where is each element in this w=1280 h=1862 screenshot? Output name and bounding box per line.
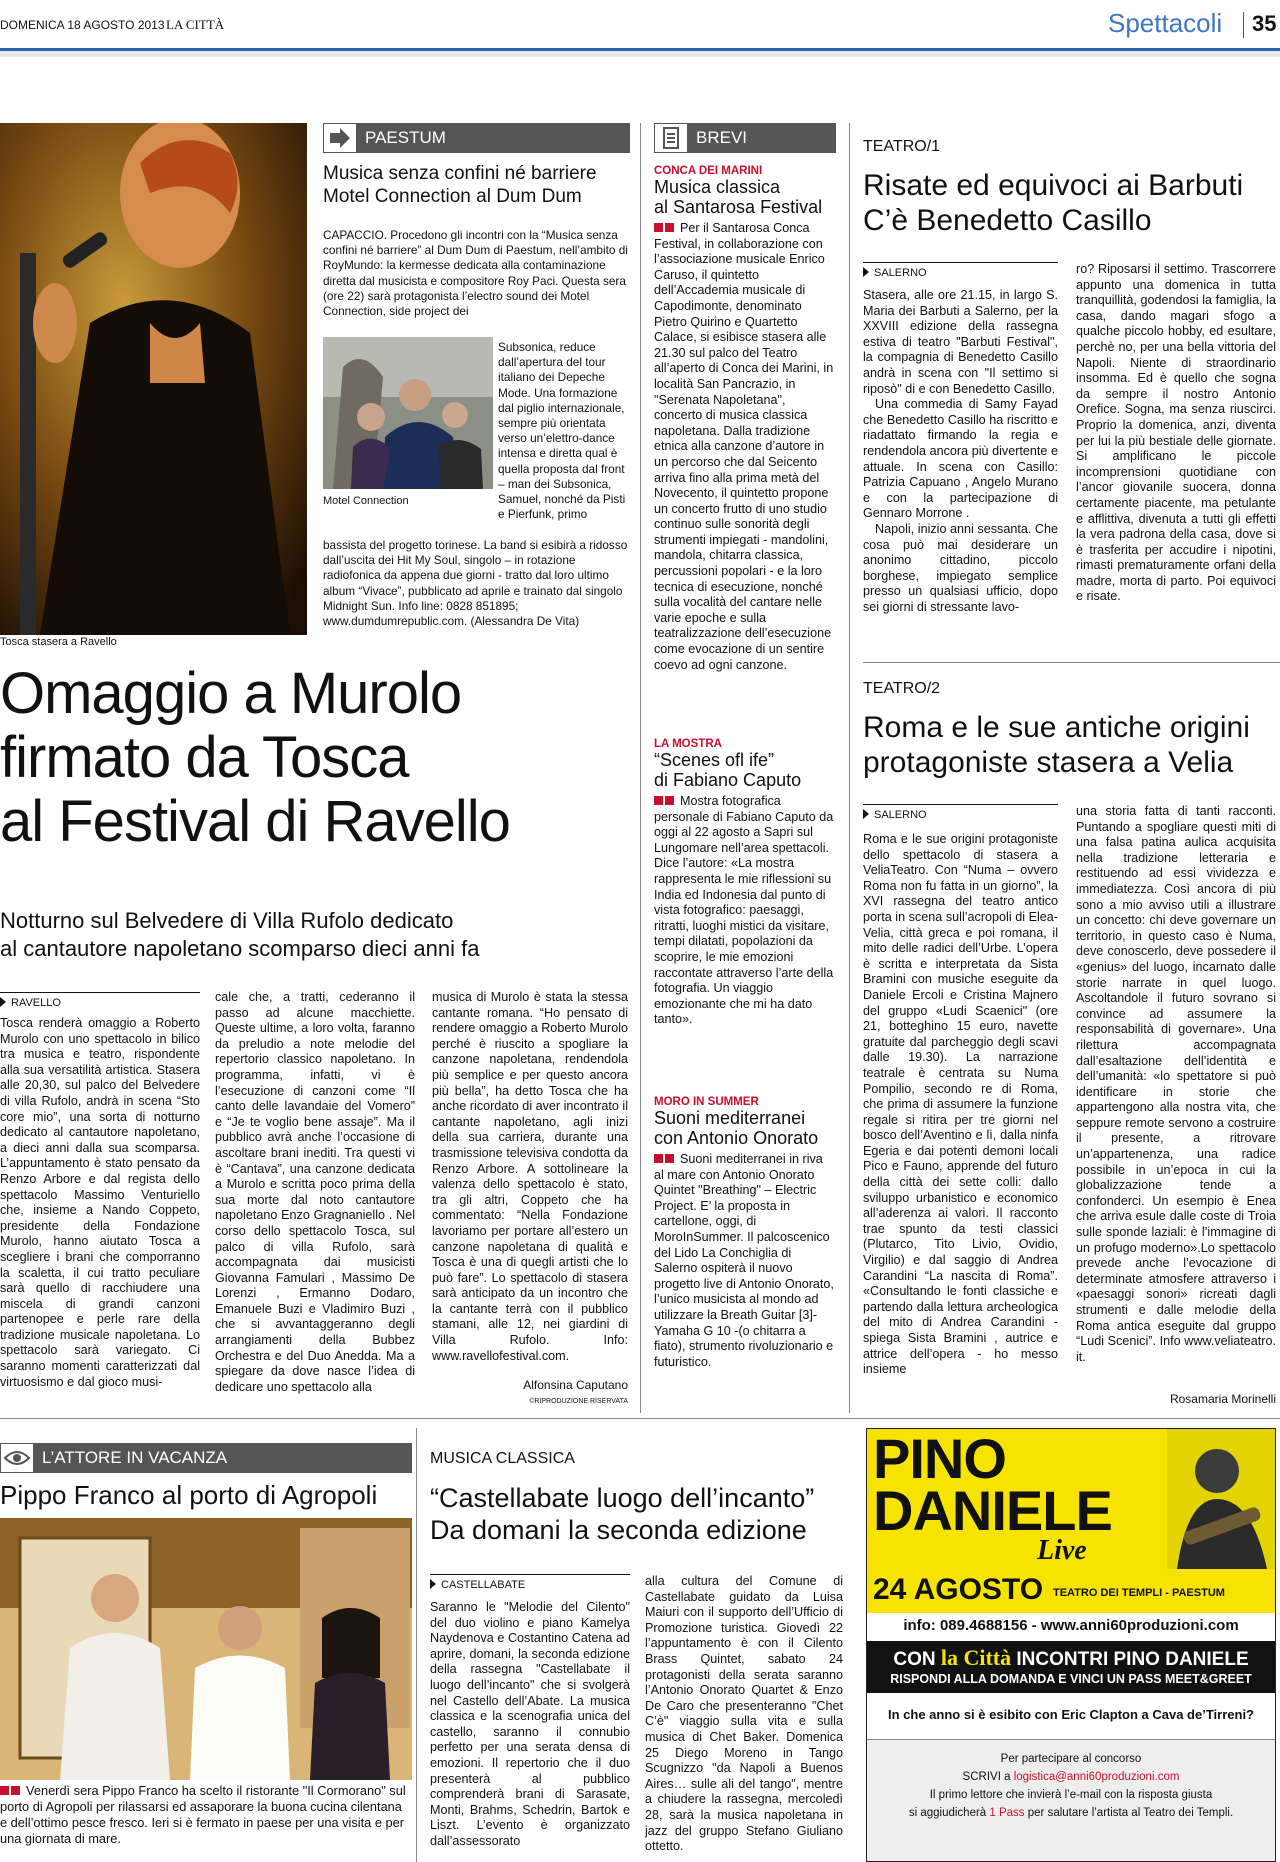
tosca-location-label: RAVELLO	[11, 997, 61, 1009]
tosca-col-3	[432, 990, 628, 1364]
brevi-item-2-kicker: LA MOSTRA	[654, 738, 722, 750]
castellabate-col-2	[645, 1574, 843, 1855]
castellabate-headline	[430, 1482, 870, 1546]
ad-contest-line-1: Per partecipare al concorso	[1000, 1753, 1142, 1765]
paestum-text-bottom: bassista del progetto torinese. La band si esibirà a ridosso dall’uscita dei Hit My Soul, singolo – in rotazione radiofonica da appena due giorni - tratto dal loro ultimo album “Vivace”, pubblicato ad aprile e trainato dal singolo Midnight Sun. Info line: 0828 851895; www.dumdumrepublic.com. (Alessandra De Vita)	[323, 538, 628, 629]
ad-yellow-panel	[867, 1429, 1275, 1613]
tosca-headline-line-2: firmato da Tosca	[0, 725, 409, 790]
castellabate-location	[430, 1574, 630, 1591]
teatro2-author: Rosamaria Morinelli	[1169, 1392, 1276, 1406]
teatro2-col-1	[863, 832, 1058, 1378]
teatro2-kicker: TEATRO/2	[863, 680, 941, 697]
ad-promo-pre: CON	[893, 1649, 936, 1670]
ad-promo-sub: RISPONDI ALLA DOMANDA E VINCI UN PASS MEET&GREET	[890, 1672, 1252, 1686]
brevi-item-2-body	[654, 794, 834, 1028]
castellabate-col-2-text: alla cultura del Comune di Castellabate guidato da Luisa Maiuri con il supporto dell’Ufficio di Promozione turistica. Giovedì 22 l’appuntamento è con il Cilento Brass Quintet, sabato 24 protagonisti della serata saranno l’Antonio Onorato Quartet & Enzo De Caro che presenteranno "Chet C’è" viaggio sulla vita e sulla musica di Chet Baker. Domenica 25 Diego Moreno in Tango Scugnizzo "da Napoli a Buenos Aires… sulle ali del tango", mentre a chiudere la rassegna, mercoledì 28, sarà la musica napoletana in jazz del gruppo Stefano Giuliano ottetto.	[645, 1574, 843, 1854]
ad-promo-brand: la Città	[940, 1645, 1012, 1670]
teatro1-location	[863, 262, 1058, 279]
motel-connection-photo	[323, 337, 493, 489]
castellabate-kicker: MUSICA CLASSICA	[430, 1450, 575, 1467]
brevi-band-label: BREVI	[696, 128, 748, 147]
tosca-headline-line-3: al Festival di Ravello	[0, 789, 510, 854]
tosca-col-1-text: Tosca renderà omaggio a Roberto Murolo con uno spettacolo in bilico tra musica e teatro, rispondente alla sua versatilità artistica. Stasera alle 20,30, sul palco del Belvedere di villa Rufolo, andrà in scena “Sto core mio”, una sorta di notturno dedicato al cantautore napoletano, a dieci anni dalla sua scomparsa. L’appuntamento è stato pensato da Renzo Arbore e dal regista dello spettacolo Massimo Venturiello che, insieme a Nando Coppeto, presidente della Fondazione Murolo, hanno aiutato Tosca a scegliere i brani che comporranno la scaletta, il cui tratto peculiare sarà quello di racchiudere una miscela di grandi canzoni partenopee e perle rare della tradizione musicale napoletana. Lo spettacolo sarà variegato. Ci saranno momenti caratterizzati dal virtuosismo e dal gioco musi-	[0, 1016, 200, 1389]
ad-question: In che anno si è esibito con Eric Clapton a Cava de’Tirreni?	[887, 1707, 1255, 1722]
paestum-text-top: CAPACCIO. Procedono gli incontri con la “Musica senza confini né barriere” al Dum Dum di Paestum, nell’ambito di RoyMundo: la kermesse dedicata alla contaminazione diretta dal musicista e compositore Roy Paci. Questa sera (ore 22) sarà protagonista l’electro sound dei Motel Connection, side project dei	[323, 228, 628, 319]
paestum-band-label: PAESTUM	[365, 128, 446, 147]
teatro2-headline-line-2: protagoniste stasera a Velia	[863, 746, 1234, 779]
brevi-item-1-text: Per il Santarosa Conca Festival, in collaborazione con l’associazione musicale Enrico Caruso, il quintetto dell’Accademia musicale di Capodimonte, denominato Pietro Quirino e Quartetto Calace, si esibisce stasera alle 21.30 sul palco del Teatro all’aperto di Conca dei Marini, in località San Pancrazio, in "Serenata Napoletana", concerto di musica classica napoletana. Dalla tradizione etnica alla canzone d’autore in un percorso che dal Seicento arriva fino alla prima metà del Novecento, il quintetto propone un concerto frutto di uno studio continuo sulle sonorità degli strumenti impiegati - mandolini, mandola, chitarra classica, percussioni popolari - e la loro tecnica di esecuzione, nonché sulla vocalità del cantare nelle varie epoche e sulla teatralizzazione dell’esecuzione come evocazione di un sentire coevo ad ogni canzone.	[654, 221, 834, 672]
page-header	[0, 0, 1280, 50]
tosca-photo	[0, 123, 307, 635]
paestum-headline-line-1: Musica senza confini né barriere	[323, 163, 597, 184]
header-date: DOMENICA 18 AGOSTO 2013	[0, 18, 165, 32]
brevi-item-1-title-1: Musica classica	[654, 177, 781, 197]
franco-photo	[0, 1518, 412, 1780]
brevi-item-3-title-2: con Antonio Onorato	[654, 1128, 819, 1148]
ad-artist-photo	[1167, 1429, 1275, 1569]
ad-contest-line-3: Il primo lettore che invierà l’e-mail con la risposta giusta	[929, 1789, 1213, 1801]
header-page-number: 35	[1252, 11, 1277, 36]
teatro1-headline-line-2: C’è Benedetto Casillo	[863, 204, 1152, 237]
header-section: Spettacoli	[1108, 8, 1223, 38]
brevi-item-3-kicker: MORO IN SUMMER	[654, 1096, 759, 1108]
tosca-author: Alfonsina Caputano	[523, 1378, 628, 1392]
teatro2-headline	[863, 710, 1280, 780]
header-paper: LA CITTÀ	[166, 17, 225, 32]
tosca-headline	[0, 662, 640, 854]
brevi-item-3-text: Suoni mediterranei in riva al mare con Antonio Onorato Quintet "Breathing" – Electric Project. E’ la proposta in cartellone, oggi, di MoroInSummer. Il palcoscenico del Lido La Conchiglia di Salerno ospiterà il nuovo progetto live di Antonio Onorato, l’unico musicista al mondo ad utilizzare la Breath Guitar [3]- Yamaha G 10 -(o chitarra a fiato), strumento rivoluzionario e futuristico.	[654, 1152, 834, 1369]
teatro1-col-1-p3: Napoli, inizio anni sessanta. Che cosa può mai desiderare un anonimo cittadino, piccolo borghese, impiegato semplice presso un qualsiasi ufficio, dopo sei giorni di stressante lavo-	[863, 521, 1058, 614]
tosca-headline-line-1: Omaggio a Murolo	[0, 661, 462, 726]
teatro2-location-label: SALERNO	[874, 809, 927, 821]
ad-contest-box	[867, 1739, 1275, 1862]
brevi-band	[654, 123, 836, 153]
ad-live: Live	[1037, 1535, 1087, 1566]
brevi-item-1-kicker: CONCA DEI MARINI	[654, 165, 763, 177]
tosca-location	[0, 992, 200, 1009]
teatro1-headline	[863, 168, 1280, 238]
ad-contest-pass: 1 Pass	[989, 1807, 1025, 1819]
teatro2-col-2-text: una storia fatta di tanti racconti. Puntando a spogliare questi miti di una falsa patina aulica acquisita nella tradizione letteraria e restituendo ad essi vividezza e immediatezza. Così ancora di più sono a mio avviso utili a illustrare un concetto: chi deve governare un territorio, in questo caso è Numa, deve conoscerlo, deve possedere il «genius» del luogo, incarnato dalle storie narrate in quel luogo. Ascoltandole il futuro sovrano si convince ad assumere la responsabilità di governare». Una rilettura accompagnata dall’esaltazione dell’identità e dell’umanità: «lo spettatore si può identificare in storie che appartengono alla nostra vita, che seppure remote servono a costruire il presente, a ritrovare un’appartenenza, una radice possibile in un’epoca in cui la globalizzazione tende a confonderci. Un esempio è Enea che arriva esule dalle coste di Troia sulle sponde laziali: è l’immagine di un profugo moderno».Lo spettacolo prevede anche l’evocazione di determinate atmosfere attraverso i «paesaggi sonori» ricreati dagli strumenti e dalle melodie della Roma antica eseguite dal gruppo “Ludi Scenici”. Info www.veliateatro. it.	[1076, 804, 1276, 1364]
ad-contest-line-4	[867, 1804, 1275, 1822]
ad-contest-write: SCRIVI a	[962, 1771, 1011, 1783]
teatro2-col-1-text: Roma e le sue origini protagoniste dello spettacolo di stasera a VeliaTeatro. Con “Numa – ovvero Roma non fu fatta in un giorno”, la XVI rassegna del teatro antico porta in scena sull’acropoli di Elea-Velia, città greca e poi romana, il mito delle radici dell’Urbe. L’opera è scritta e interpretata da Sista Bramini con musiche eseguite da Daniele Ercoli e Cristina Majnero del gruppo «Ludi Scaenici" (ore 21, botteghino 15 euro, navette gratuite dal parcheggio degli scavi dalle 19.30). La narrazione teatrale è centrata su Numa Pompilio, secondo re di Roma, che prima di assumere la funzione regale si ritira per tre giorni nel bosco dell’Aventino e lì, dalla ninfa Egeria e dai potenti demoni locali Pico e Fauno, apprende del futuro della città dei sette colli: dallo sviluppo urbanistico e economico all’aderenza ai valori. Il racconto trae spunto da testi classici (Plutarco, Tito Livio, Ovidio, Virgilio) e dal saggio di Andrea Carandini “La nascita di Roma”. «Consultando le fonti classiche e partendo dalla lettura archeologica del mito di Andrea Carandini - spiega Sista Bramini , autrice e attrice dell’opera - ho messo insieme	[863, 832, 1058, 1377]
tosca-subhead	[0, 907, 640, 963]
ad-promo-bar	[867, 1641, 1275, 1693]
ad-contest-greet: per salutare l’artista al Teatro dei Templi.	[1027, 1807, 1234, 1819]
franco-caption-text: Venerdì sera Pippo Franco ha scelto il ristorante "Il Cormorano" sul porto di Agropoli per rilassarsi ed assaporare la buona cucina cilentana e dell’ottimo pesce fresco. Ieri si è fermato in paese per una visita e per una giornata di mare.	[0, 1783, 406, 1846]
ad-date: 24 AGOSTO	[873, 1573, 1044, 1606]
paestum-headline	[323, 162, 630, 208]
teatro1-headline-line-1: Risate ed equivoci ai Barbuti	[863, 169, 1244, 202]
ad-info: info: 089.4688156 - www.anni60produzioni.com	[903, 1617, 1239, 1634]
paestum-text-side: Subsonica, reduce dall’apertura del tour italiano dei Depeche Mode. Una formazione dal piglio internazionale, sempre più orientata verso un’elettro-dance intensa e diretta qual è quella proposta dal front – man dei Subsonica, Samuel, nonché da Pisti e Pierfunk, primo	[498, 340, 626, 522]
teatro1-col-2-text: ro? Riposarsi il settimo. Trascorrere appunto una domenica in tutta tranquillità, godendosi la famiglia, la casa, dando magari sfogo a qualche piccolo hobby, ed esultare, perchè no, per una bella vittoria del Napoli. Niente di straordinario insomma. Ed è quello che sogna da sempre il nostro Antonio Orefice. Sogna, ma senza riuscirci. Proprio la domenica, anzi, diventa per lui la più bestiale delle giornate. Si amplificano le piccole incomprensioni quotidiane con l’ancor giovanile suocera, donna certamente piacente, ma petulante e afflittiva, divenuta a tutti gli effetti la vera padrona della casa, dove si è trasferita per accudire i nipotini, rimasti prematuramente orfani della madre, morta di parto. Poi equivoci e risate.	[1076, 262, 1276, 604]
ad-contest-win: si aggiudicherà	[908, 1807, 987, 1819]
teatro1-col-2	[1076, 262, 1276, 605]
ad-promo-post: INCONTRI PINO DANIELE	[1016, 1649, 1249, 1670]
eye-icon	[0, 1443, 34, 1473]
brevi-item-2-text: Mostra fotografica personale di Fabiano Caputo da oggi al 22 agosto a Sapri sul Lungomare nell’area spettacoli. Dice l’autore: «La mostra rappresenta le mie riflessioni su India ed Indonesia dal punto di vista fotografico: paesaggi, ritratti, luoghi mistici da visitare, tempi dilatati, popolazioni da scoprire, le mie emozioni raccontate attraverso l’arte della fotografia. Un viaggio emozionante che mi ha dato tanto».	[654, 794, 834, 1027]
column-rule-2	[849, 123, 850, 1413]
header-shadow	[0, 51, 1280, 57]
brevi-item-1-title-2: al Santarosa Festival	[654, 197, 823, 217]
brevi-item-3-title-1: Suoni mediterranei	[654, 1108, 806, 1128]
ad-artist-name	[873, 1428, 1112, 1542]
tosca-col-1	[0, 1016, 200, 1390]
ad-promo-line	[867, 1645, 1275, 1671]
ad-artist-name-line-2: DANIELE	[873, 1479, 1112, 1542]
document-icon	[654, 123, 688, 153]
brevi-item-3	[654, 1096, 834, 1370]
franco-caption	[0, 1783, 412, 1847]
franco-band	[0, 1443, 412, 1473]
ad-artist-name-line-1: PINO	[873, 1428, 1006, 1490]
bottom-section-rule	[0, 1418, 1280, 1419]
tosca-rights: ©RIPRODUZIONE RISERVATA	[529, 1398, 628, 1405]
column-rule-1	[640, 123, 641, 1413]
pino-daniele-ad	[866, 1428, 1276, 1862]
brevi-item-2-title-1: “Scenes ofl ife”	[654, 750, 775, 770]
teatro1-location-label: SALERNO	[874, 267, 927, 279]
ad-contest-line-2	[867, 1768, 1275, 1786]
teatro-divider	[863, 662, 1280, 663]
tosca-col-2-text: cale che, a tratti, cederanno il passo ad alcune macchiette. Queste ultime, a loro volta, faranno da preludio a note melodie del repertorio classico napoletano. In programma, infatti, vi è l’esecuzione di canzoni come “Il canto delle lavandaie del Vomero” e “Je te voglio bene assaje”. Ma il pubblico avrà anche l’occasione di ascoltare brani inediti. Tra questi vi è “Cantava”, una canzone dedicata a Murolo e scritta poco prima della sua morte dal noto cantautore napoletano Enzo Gragnaniello . Nel corso dello spettacolo Tosca, sul palco di villa Rufolo, sarà accompagnata dai musicisti Giovanna Famulari , Massimo De Lorenzi , Ermanno Dodaro, Emanuele Buzi e Vladimiro Buzi , che si avvantaggeranno degli arrangiamenti della Bubbez Orchestra e del Duo Anedda. Ma a spiegare da dove nasce l’idea di dedicare uno spettacolo alla	[215, 990, 415, 1394]
teatro1-kicker: TEATRO/1	[863, 138, 941, 155]
teatro2-headline-line-1: Roma e le sue antiche origini	[863, 711, 1250, 744]
teatro1-col-1	[863, 288, 1058, 615]
franco-headline: Pippo Franco al porto di Agropoli	[0, 1480, 378, 1510]
castellabate-location-label: CASTELLABATE	[441, 1579, 526, 1591]
brevi-item-1-body	[654, 221, 834, 673]
castellabate-col-1	[430, 1600, 630, 1850]
teatro2-col-2	[1076, 804, 1276, 1365]
franco-band-label: L’ATTORE IN VACANZA	[42, 1448, 228, 1467]
brevi-item-2-title-2: di Fabiano Caputo	[654, 770, 802, 790]
arrow-icon	[323, 123, 357, 153]
paestum-headline-line-2: Motel Connection al Dum Dum	[323, 186, 582, 207]
tosca-subhead-line-2: al cantautore napoletano scomparso dieci anni fa	[0, 936, 480, 961]
brevi-item-2	[654, 738, 834, 1028]
motel-connection-caption: Motel Connection	[323, 495, 409, 507]
teatro1-col-1-p2: Una commedia di Samy Fayad che Benedetto Casillo ha riscritto e riadattato firmando la regia e rendendola ancora più divertente e attuale. In scena con Casillo: Patrizia Capuano , Angelo Murano e con la partecipazione di Gennaro Morrone .	[863, 397, 1058, 521]
castellabate-headline-line-2: Da domani la seconda edizione	[430, 1515, 807, 1545]
tosca-photo-caption: Tosca stasera a Ravello	[0, 636, 117, 648]
ad-contest-email[interactable]: logistica@anni60produzioni.com	[1013, 1771, 1180, 1783]
tosca-col-3-text: musica di Murolo è stata la stessa cantante romana. “Ho pensato di rendere omaggio a Roberto Murolo perché è riuscito a spogliare la canzone napoletana, rendendola più semplice e per questo ancora più bella”, ha detto Tosca che ha anche ricordato di aver incontrato il cantante napoletano, agli inizi della sua carriera, durante una trasmissione televisiva condotta da Renzo Arbore. A sottolineare la valenza dello spettacolo è stato, tra gli altri, Coppeto che ha commentato: “Nella Fondazione lavoriamo per portare all’estero un canzone napoletana di qualità e Tosca è una di quegli artisti che lo può fare”. Lo spettacolo di stasera sarà anticipato da un incontro che la cantante terrà con il pubblico stamani, alle 12, nei giardini di Villa Rufolo. Info: www.ravellofestival.com.	[432, 990, 629, 1363]
teatro1-col-1-p1: Stasera, alle ore 21.15, in largo S. Maria dei Barbuti a Salerno, per la XXVIII edizione della rassegna estiva di teatro "Barbuti Festival", la compagnia di Benedetto Casillo andrà in scena con "Il settimo si riposò" di e con Benedetto Casillo.	[863, 288, 1058, 396]
tosca-col-2	[215, 990, 415, 1395]
brevi-item-3-body	[654, 1152, 834, 1370]
tosca-subhead-line-1: Notturno sul Belvedere di Villa Rufolo dedicato	[0, 908, 454, 933]
header-separator	[1243, 12, 1244, 38]
castellabate-headline-line-1: “Castellabate luogo dell’incanto”	[430, 1483, 815, 1513]
paestum-band	[323, 123, 630, 153]
ad-venue: TEATRO DEI TEMPLI - PAESTUM	[1053, 1587, 1225, 1599]
castellabate-col-1-text: Saranno le "Melodie del Cilento" del duo violino e piano Kamelya Naydenova e Costantino Catena ad aprire, domani, la seconda edizione della rassegna "Castellabate il luogo dell’incanto" che si svolgerà nel Castello dell’Abate. La musica classica e la scenografia unica del castello, saranno il connubio perfetto per una serata densa di emozioni. Il repertorio che il duo presenterà al pubblico comprenderà brani di Sarasate, Monti, Brahms, Schedrin, Bartok e Liszt. L’evento è organizzato dall’assessorato	[430, 1600, 630, 1848]
brevi-item-1	[654, 165, 834, 673]
teatro2-location	[863, 804, 1058, 821]
column-rule-3	[416, 1428, 417, 1862]
